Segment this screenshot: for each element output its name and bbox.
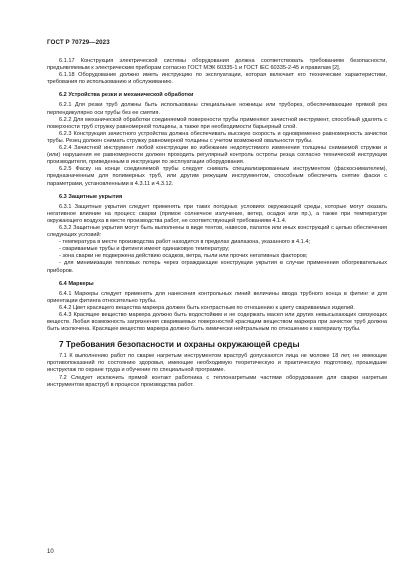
paragraph-6-2-5: 6.2.5 Фаску на конце соединяемой трубы следует снимать специализированным инструментом (фаскоснимателем), предназначенным для полимерных труб, или другим режущим инструментом, способным обеспечить снятие фаски с параметрами, установленными в 4.3.11 и 4.3.12.	[47, 166, 387, 187]
paragraph-6-3-2: 6.3.2 Защитные укрытия могут быть выполнены в виде тентов, навесов, палаток или иных конструкций с целью обеспечения следующих условий:	[47, 224, 387, 239]
list-item: - для минимизации тепловых потерь через ограждающие конструкции укрытия в случае применения обогревательных приборов.	[47, 260, 387, 274]
list-item: - температура в месте производства работ находится в пределах диапазона, указанного в 4.1.4;	[59, 239, 310, 246]
paragraph-6-2-3: 6.2.3 Конструкция зачистного устройства должна обеспечивать высокую скорость и одновременно равномерность зачистки трубы. Резец должен снимать стружку равномерной толщины с учетом возможной овальности трубы.	[47, 130, 387, 144]
page-number: 10	[47, 549, 54, 555]
paragraph-7-1: 7.1 К выполнению работ по сварке нагретым инструментом враструб допускаются лица не моложе 18 лет, не имеющие противопоказаний по состоянию здоровья, имеющие необходимую теоретическую и практическую подготовку, прошедшие инструктаж по охране труда и обучение по специальной программе.	[47, 353, 387, 374]
paragraph-6-2-4: 6.2.4 Зачистной инструмент любой конструкции во избежание недопустимого изменения толщины снимаемой стружки и (или) нарушения ее равномерности должен проходить регулярный контроль остроты резца согласно технической инструкции производителя, приведенным в инструкции по эксплуатации оборудования.	[47, 145, 387, 166]
document-body	[47, 58, 387, 389]
paragraph-6-2-2: 6.2.2 Для механической обработки соединяемой поверхности трубы применяют зачистной инструмент, способный удалять с поверхности труб стружку равномерной толщины, а также при необходимости барьерный слой.	[47, 116, 387, 130]
paragraph-6-1-17: 6.1.17 Конструкция электрической системы оборудования должна соответствовать требованиям безопасности, предъявляемым к электрическим приборам согласно ГОСТ МЭК 60335-1 и ГОСТ IEC 60335-2-45 и правилам [2].	[47, 58, 387, 72]
paragraph-6-1-18: 6.1.18 Оборудование должно иметь инструкцию по эксплуатации, которая включает его технические характеристики, требования по использованию и обслуживанию.	[47, 72, 387, 86]
list-item: - зона сварки не подвержена действию осадков, ветра, пыли или прочих негативных факторов;	[59, 253, 308, 260]
conditions-list	[47, 239, 387, 274]
section-heading-6-4: 6.4 Маркеры	[59, 280, 94, 287]
paragraph-6-4-3: 6.4.3 Красящее вещество маркера должно быть водостойким и не содержать масел или других невысыхающих связующих веществ. Любая возможность загрязнения свариваемых поверхностей красящим веществом маркера при зачистке труб должна быть исключена. Красящее вещество маркера должно быть химически нейтральным по отношению к материалу трубы.	[47, 312, 387, 333]
paragraph-7-2: 7.2 Следует исключить прямой контакт работника с теплонагретыми частями оборудования для сварки нагретым инструментом враструб в процессе производства работ.	[47, 374, 387, 388]
paragraph-6-2-1: 6.2.1 Для резки труб должны быть использованы специальные ножницы или труборез, обеспечивающие прямой рез перпендикулярно оси трубы без ее смятия.	[47, 102, 387, 116]
document-header: ГОСТ Р 70729—2023	[47, 39, 110, 46]
paragraph-6-4-2: 6.4.2 Цвет красящего вещества маркера должен быть контрастным по отношению к цвету свариваемых изделий.	[59, 304, 355, 311]
section-heading-6-3: 6.3 Защитные укрытия	[59, 193, 123, 200]
list-item: - свариваемые трубы и фитинги имеют одинаковую температуру;	[59, 246, 230, 253]
section-heading-7: 7 Требования безопасности и охраны окружающей среды	[59, 339, 300, 350]
paragraph-6-3-1: 6.3.1 Защитные укрытия следует применять при таких погодных условиях окружающей среды, которые могут оказать негативное влияние на процесс сварки (прямое солнечное излучение, ветер, осадки или пр.), а также при температуре окружающего воздуха в месте производства работ, не соответствующей требованиям 4.1.4.	[47, 203, 387, 224]
paragraph-6-4-1: 6.4.1 Маркеры следует применять для нанесения контрольных линий величины ввода трубного конца в фитинг и для ориентации фитинга относительно трубы.	[47, 290, 387, 304]
section-heading-6-2: 6.2 Устройства резки и механической обработки	[59, 92, 194, 99]
